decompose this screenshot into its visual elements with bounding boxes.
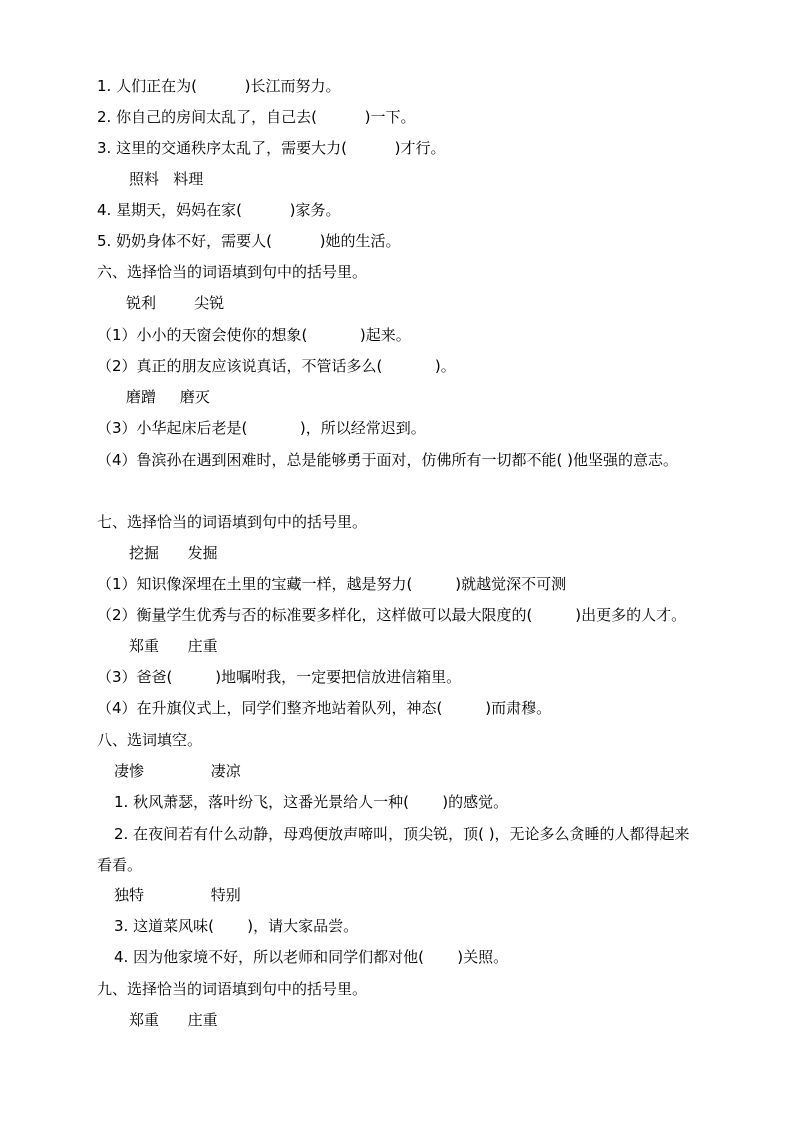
exercise-line: 4. 星期天，妈妈在家( )家务。 xyxy=(97,201,341,219)
exercise-line: 2. 你自己的房间太乱了，自己去( )一下。 xyxy=(97,108,416,126)
exercise-line: （3）小华起床后老是( )，所以经常迟到。 xyxy=(97,419,426,437)
word-options: 郑重 庄重 xyxy=(129,637,218,655)
exercise-line: （1）小小的天窗会使你的想象( )起来。 xyxy=(97,326,411,344)
exercise-line: （3）爸爸( )地嘱咐我，一定要把信放进信箱里。 xyxy=(97,668,462,686)
word-options: 挖掘 发掘 xyxy=(129,544,218,562)
exercise-line: （2）真正的朋友应该说真话，不管话多么( )。 xyxy=(97,357,456,375)
word-options: 独特 特别 xyxy=(114,886,241,904)
exercise-line: （2）衡量学生优秀与否的标准要多样化，这样做可以最大限度的( )出更多的人才。 xyxy=(97,606,687,624)
section-heading: 九、选择恰当的词语填到句中的括号里。 xyxy=(97,980,368,998)
word-options: 磨蹭 磨灭 xyxy=(126,388,210,406)
exercise-line: 2. 在夜间若有什么动静，母鸡便放声啼叫，顶尖锐，顶( )，无论多么贪睡的人都得起来看看。 xyxy=(97,825,690,874)
exercise-line: 5. 奶奶身体不好，需要人( )她的生活。 xyxy=(97,232,401,250)
section-heading: 六、选择恰当的词语填到句中的括号里。 xyxy=(97,263,368,281)
exercise-line: 1. 秋风萧瑟，落叶纷飞，这番光景给人一种( )的感觉。 xyxy=(114,793,509,811)
exercise-line: （4）鲁滨孙在遇到困难时，总是能够勇于面对，仿佛所有一切都不能( )他坚强的意志。 xyxy=(97,451,679,469)
word-options: 锐利 尖锐 xyxy=(126,294,225,312)
exercise-line: （4）在升旗仪式上，同学们整齐地站着队列，神态( )而肃穆。 xyxy=(97,699,552,717)
section-heading: 七、选择恰当的词语填到句中的括号里。 xyxy=(97,513,368,531)
exercise-line: 1. 人们正在为( )长江而努力。 xyxy=(97,77,341,95)
word-options: 凄惨 凄凉 xyxy=(114,762,241,780)
exercise-line: 3. 这里的交通秩序太乱了，需要大力( )才行。 xyxy=(97,139,446,157)
word-options: 郑重 庄重 xyxy=(129,1011,218,1029)
word-options: 照料 料理 xyxy=(129,170,204,188)
exercise-line: （1）知识像深埋在土里的宝藏一样，越是努力( )就越觉深不可测 xyxy=(97,575,567,593)
section-heading: 八、选词填空。 xyxy=(97,731,203,749)
exercise-line: 4. 因为他家境不好，所以老师和同学们都对他( )关照。 xyxy=(114,948,509,966)
exercise-line: 3. 这道菜风味( )，请大家品尝。 xyxy=(114,917,359,935)
